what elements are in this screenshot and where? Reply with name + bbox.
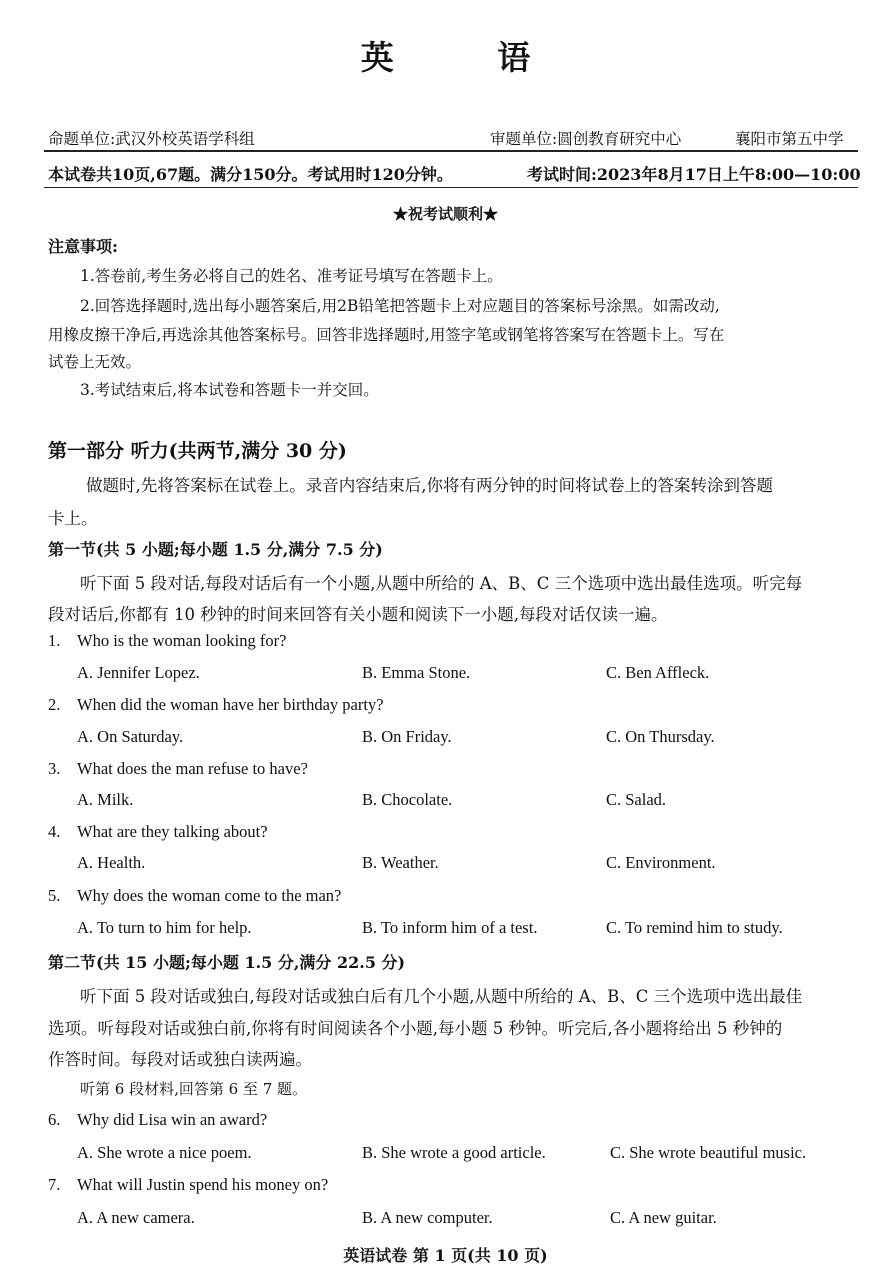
- review-unit: 审题单位:圆创教育研究中心: [490, 130, 682, 148]
- question-text: Why does the woman come to the man?: [77, 886, 342, 905]
- option-c: C. Environment.: [606, 853, 716, 872]
- question-text: When did the woman have her birthday party?: [77, 695, 384, 714]
- question-number: 2.: [48, 695, 61, 714]
- note-item-1: 1.答卷前,考生务必将自己的姓名、准考证号填写在答题卡上。: [80, 267, 503, 285]
- good-luck-banner: ★祝考试顺利★: [392, 205, 498, 223]
- option-b: B. Chocolate.: [362, 790, 453, 809]
- page-title: 英 语: [360, 38, 577, 77]
- option-c: C. On Thursday.: [606, 727, 715, 746]
- option-a: A. Health.: [77, 853, 146, 872]
- header-divider: [44, 150, 858, 152]
- option-b: B. Emma Stone.: [362, 663, 471, 682]
- school-name: 襄阳市第五中学: [735, 130, 844, 148]
- part1-intro-line-2: 卡上。: [48, 509, 98, 528]
- question-number: 3.: [48, 759, 61, 778]
- question-number: 1.: [48, 631, 61, 650]
- section1-heading: 第一节(共 5 小题;每小题 1.5 分,满分 7.5 分): [48, 540, 383, 559]
- section2-material: 听第 6 段材料,回答第 6 至 7 题。: [80, 1080, 308, 1098]
- option-a: A. On Saturday.: [77, 727, 184, 746]
- option-b: B. To inform him of a test.: [362, 918, 538, 937]
- option-c: C. Ben Affleck.: [606, 663, 710, 682]
- option-a: A. Jennifer Lopez.: [77, 663, 200, 682]
- part1-intro-line-1: 做题时,先将答案标在试卷上。录音内容结束后,你将有两分钟的时间将试卷上的答案转涂到答题: [86, 476, 773, 495]
- question-text: Why did Lisa win an award?: [77, 1110, 268, 1129]
- question-text: Who is the woman looking for?: [77, 631, 287, 650]
- question-text: What does the man refuse to have?: [77, 759, 308, 778]
- option-b: B. A new computer.: [362, 1208, 493, 1227]
- option-b: B. Weather.: [362, 853, 439, 872]
- option-c: C. She wrote beautiful music.: [610, 1143, 807, 1162]
- page-footer: 英语试卷 第 1 页(共 10 页): [343, 1246, 548, 1265]
- option-b: B. On Friday.: [362, 727, 452, 746]
- note-item-3: 3.考试结束后,将本试卷和答题卡一并交回。: [80, 381, 379, 399]
- note-item-2-line-3: 试卷上无效。: [48, 353, 142, 371]
- info-divider: [44, 187, 858, 188]
- section1-instr-line-1: 听下面 5 段对话,每段对话后有一个小题,从题中所给的 A、B、C 三个选项中选出最佳选项。听完每: [80, 574, 803, 593]
- option-c: C. To remind him to study.: [606, 918, 783, 937]
- question-text: What will Justin spend his money on?: [77, 1175, 329, 1194]
- question-text: What are they talking about?: [77, 822, 268, 841]
- question-number: 5.: [48, 886, 61, 905]
- question-number: 6.: [48, 1110, 61, 1129]
- author-unit: 命题单位:武汉外校英语学科组: [48, 130, 255, 148]
- question-number: 4.: [48, 822, 61, 841]
- option-c: C. A new guitar.: [610, 1208, 717, 1227]
- option-a: A. She wrote a nice poem.: [77, 1143, 252, 1162]
- option-c: C. Salad.: [606, 790, 667, 809]
- section2-heading: 第二节(共 15 小题;每小题 1.5 分,满分 22.5 分): [48, 953, 406, 972]
- section1-instr-line-2: 段对话后,你都有 10 秒钟的时间来回答有关小题和阅读下一小题,每段对话仅读一遍。: [48, 605, 668, 624]
- note-item-2-line-1: 2.回答选择题时,选出每小题答案后,用2B铅笔把答题卡上对应题目的答案标号涂黑。如需改动,: [80, 297, 720, 315]
- exam-time: 考试时间:2023年8月17日上午8:00—10:00: [527, 165, 861, 184]
- section2-instr-line-3: 作答时间。每段对话或独白读两遍。: [48, 1050, 312, 1069]
- option-a: A. Milk.: [77, 790, 134, 809]
- option-a: A. To turn to him for help.: [77, 918, 252, 937]
- exam-info: 本试卷共10页,67题。满分150分。考试用时120分钟。: [48, 165, 453, 184]
- notes-heading: 注意事项:: [48, 237, 118, 256]
- note-item-2-line-2: 用橡皮擦干净后,再选涂其他答案标号。回答非选择题时,用签字笔或钢笔将答案写在答题卡上。写在: [48, 326, 725, 344]
- question-number: 7.: [48, 1175, 61, 1194]
- section2-instr-line-1: 听下面 5 段对话或独白,每段对话或独白后有几个小题,从题中所给的 A、B、C 三个选项中选出最佳: [80, 987, 803, 1006]
- part1-heading: 第一部分 听力(共两节,满分 30 分): [48, 440, 347, 462]
- option-a: A. A new camera.: [77, 1208, 195, 1227]
- section2-instr-line-2: 选项。听每段对话或独白前,你将有时间阅读各个小题,每小题 5 秒钟。听完后,各小题将给出 5 秒钟的: [48, 1019, 783, 1038]
- option-b: B. She wrote a good article.: [362, 1143, 546, 1162]
